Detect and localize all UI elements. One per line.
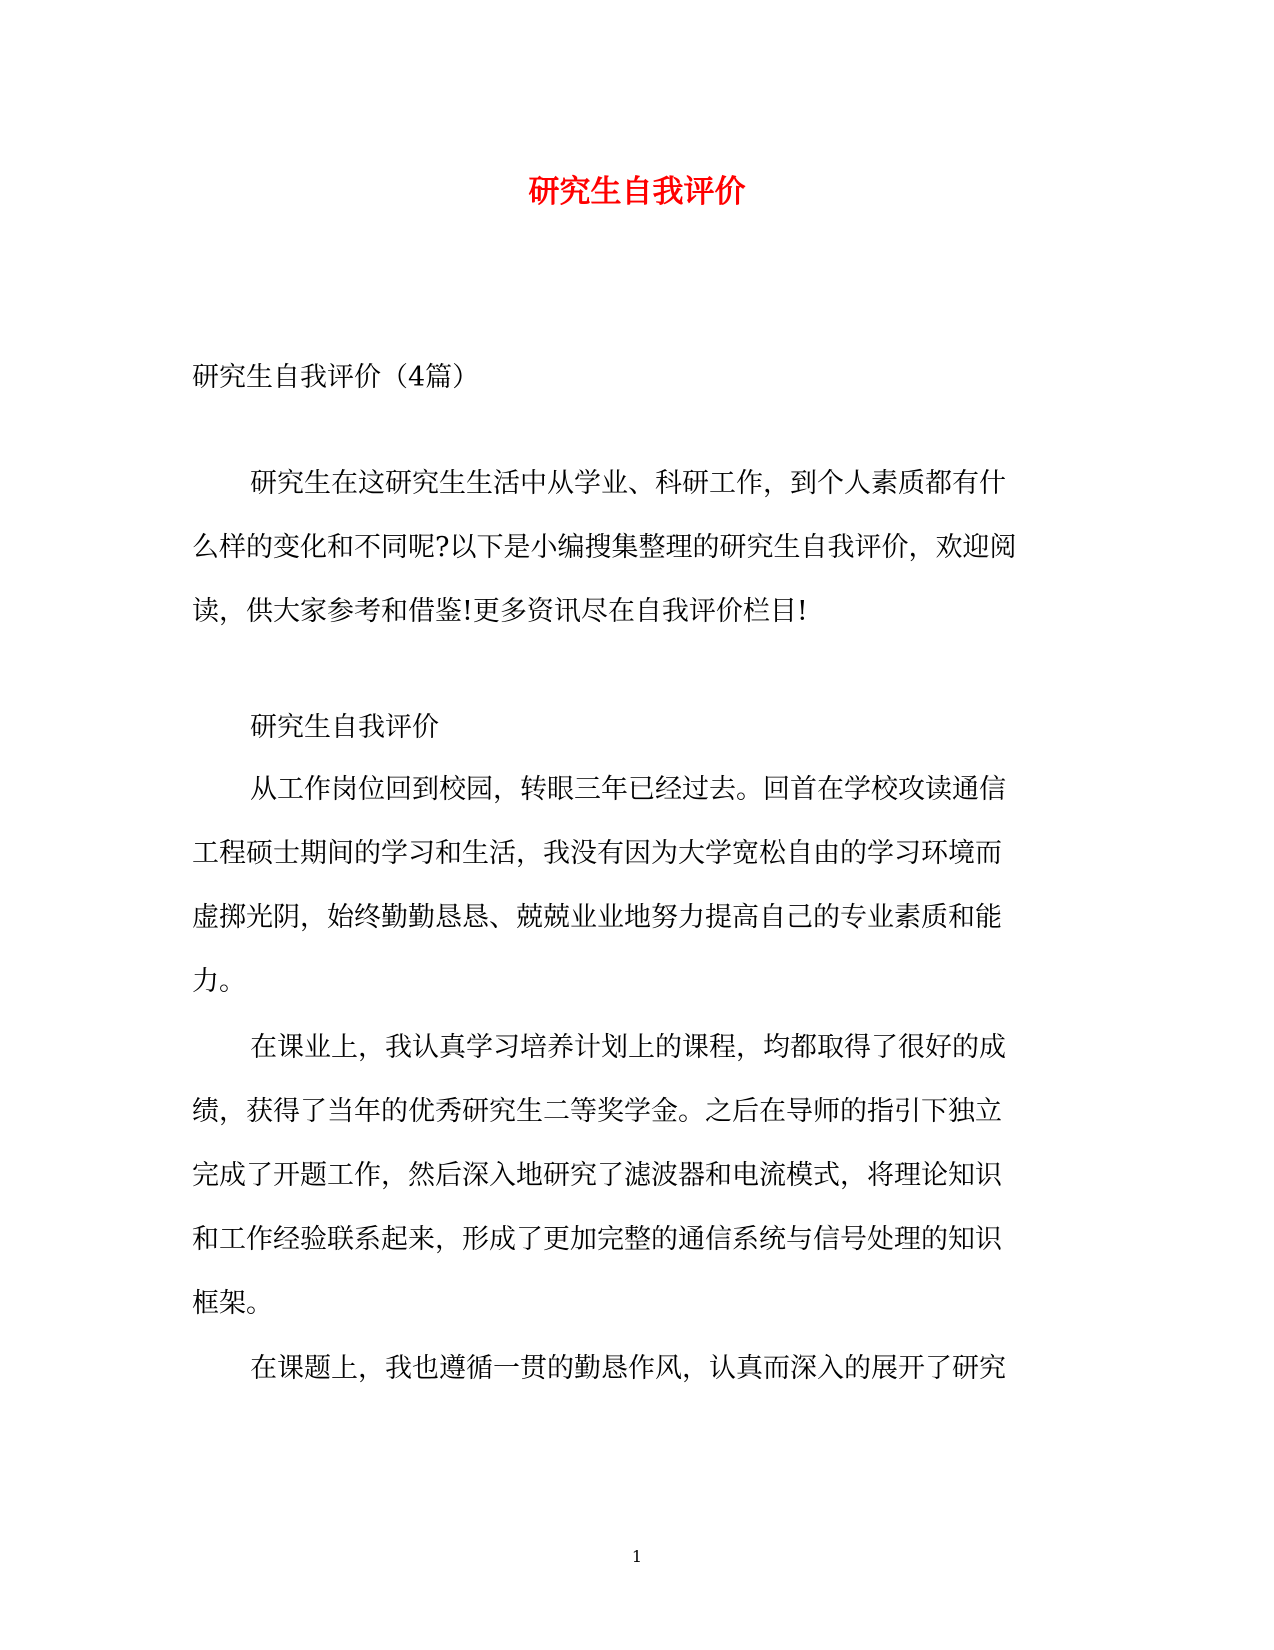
section-heading-text: 研究生自我评价 <box>250 712 439 743</box>
paragraph-line: 力。 <box>192 966 246 997</box>
paragraph-line: 和工作经验联系起来，形成了更加完整的通信系统与信号处理的知识 <box>192 1224 1002 1255</box>
paragraph-line: 在课业上，我认真学习培养计划上的课程，均都取得了很好的成 <box>250 1032 1006 1063</box>
body-paragraph-1 <box>192 758 1072 1014</box>
document-title: 研究生自我评价 <box>528 174 746 210</box>
paragraph-line: 框架。 <box>192 1288 273 1319</box>
paragraph-line: 在课题上，我也遵循一贯的勤恳作风，认真而深入的展开了研究 <box>250 1353 1006 1384</box>
paragraph-line: 完成了开题工作，然后深入地研究了滤波器和电流模式，将理论知识 <box>192 1160 1002 1191</box>
body-paragraph-2 <box>192 1016 1072 1336</box>
intro-line: 读，供大家参考和借鉴!更多资讯尽在自我评价栏目! <box>192 596 808 627</box>
body-paragraph-3 <box>192 1337 1072 1401</box>
paragraph-line: 虚掷光阴，始终勤勤恳恳、兢兢业业地努力提高自己的专业素质和能 <box>192 902 1002 933</box>
paragraph-line: 工程硕士期间的学习和生活，我没有因为大学宽松自由的学习环境而 <box>192 838 1002 869</box>
intro-line: 么样的变化和不同呢?以下是小编搜集整理的研究生自我评价，欢迎阅 <box>192 532 1017 563</box>
paragraph-line: 绩，获得了当年的优秀研究生二等奖学金。之后在导师的指引下独立 <box>192 1096 1002 1127</box>
section-heading <box>192 696 1072 760</box>
page-number: 1 <box>631 1547 643 1566</box>
document-subtitle: 研究生自我评价（4篇） <box>192 362 480 393</box>
paragraph-line: 从工作岗位回到校园，转眼三年已经过去。回首在学校攻读通信 <box>250 774 1006 805</box>
intro-paragraph <box>192 452 1072 644</box>
intro-line: 研究生在这研究生生活中从学业、科研工作，到个人素质都有什 <box>250 468 1006 499</box>
